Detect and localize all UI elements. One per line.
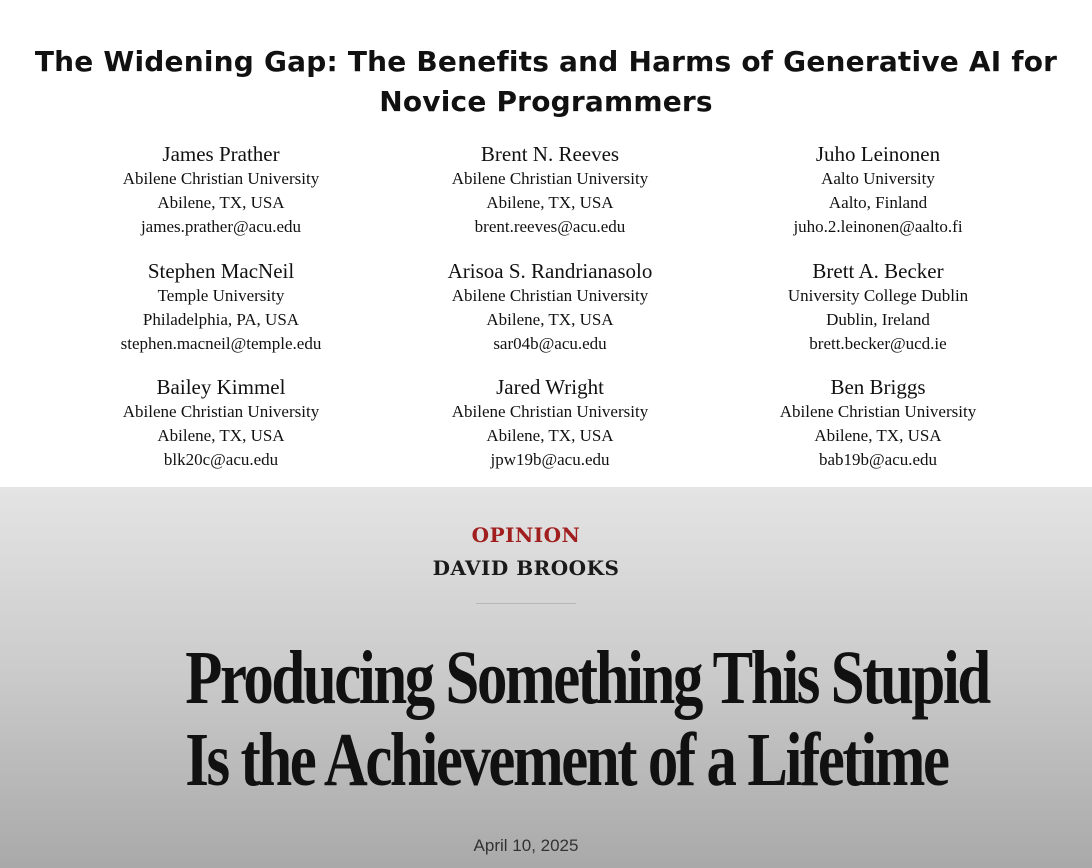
author-email: blk20c@acu.edu	[163, 450, 279, 469]
author-name: Stephen MacNeil	[147, 259, 295, 283]
author-block	[713, 258, 1043, 356]
author-affiliation: Temple University	[157, 286, 285, 305]
author-email: bab19b@acu.edu	[818, 450, 938, 469]
headline-line-1: Producing Something This Stupid	[185, 636, 989, 720]
author-email: james.prather@acu.edu	[140, 217, 302, 236]
author-name: Arisoa S. Randrianasolo	[447, 259, 653, 283]
author-location: Abilene, TX, USA	[157, 193, 285, 212]
author-block	[56, 258, 386, 356]
author-affiliation: Abilene Christian University	[779, 402, 977, 421]
author-email: brent.reeves@acu.edu	[474, 217, 626, 236]
publish-date: April 10, 2025	[473, 836, 579, 855]
author-block	[385, 141, 715, 239]
author-location: Abilene, TX, USA	[486, 426, 614, 445]
author-block	[56, 374, 386, 472]
author-affiliation: Abilene Christian University	[122, 402, 320, 421]
author-affiliation: Abilene Christian University	[451, 402, 649, 421]
author-name: Bailey Kimmel	[156, 375, 286, 399]
author-location: Aalto, Finland	[828, 193, 928, 212]
headline-line-2: Is the Achievement of a Lifetime	[185, 718, 948, 802]
author-affiliation: Abilene Christian University	[451, 286, 649, 305]
author-location: Abilene, TX, USA	[814, 426, 942, 445]
author-location: Dublin, Ireland	[826, 310, 930, 329]
author-block	[713, 141, 1043, 239]
author-name: James Prather	[162, 142, 280, 166]
paper-title	[20, 42, 1072, 122]
author-block	[56, 141, 386, 239]
author-affiliation: Abilene Christian University	[451, 169, 649, 188]
author-location: Abilene, TX, USA	[486, 310, 614, 329]
author-location: Abilene, TX, USA	[157, 426, 285, 445]
author-affiliation: University College Dublin	[787, 286, 969, 305]
author-email: brett.becker@ucd.ie	[809, 334, 947, 353]
author-name: Brett A. Becker	[812, 259, 944, 283]
author-location: Abilene, TX, USA	[486, 193, 614, 212]
author-block	[385, 258, 715, 356]
author-email: jpw19b@acu.edu	[490, 450, 610, 469]
article-headline	[185, 636, 989, 802]
section-kicker[interactable]: OPINION	[471, 523, 581, 547]
paper-title-line-2: Novice Programmers	[379, 85, 713, 118]
author-name: Jared Wright	[496, 375, 604, 399]
author-block	[385, 374, 715, 472]
paper-title-line-1: The Widening Gap: The Benefits and Harms of Generative AI for	[34, 45, 1058, 78]
author-name: Brent N. Reeves	[480, 142, 620, 166]
author-email: juho.2.leinonen@aalto.fi	[793, 217, 963, 236]
author-block	[713, 374, 1043, 472]
author-affiliation: Abilene Christian University	[122, 169, 320, 188]
author-location: Philadelphia, PA, USA	[142, 310, 300, 329]
author-email: sar04b@acu.edu	[493, 334, 607, 353]
author-affiliation: Aalto University	[821, 169, 935, 188]
opinion-article-header	[0, 487, 1092, 868]
author-email: stephen.macneil@temple.edu	[120, 334, 322, 353]
author-name: Ben Briggs	[830, 375, 926, 399]
author-name: Juho Leinonen	[815, 142, 941, 166]
divider	[476, 603, 576, 604]
author-byline[interactable]: DAVID BROOKS	[432, 556, 620, 580]
